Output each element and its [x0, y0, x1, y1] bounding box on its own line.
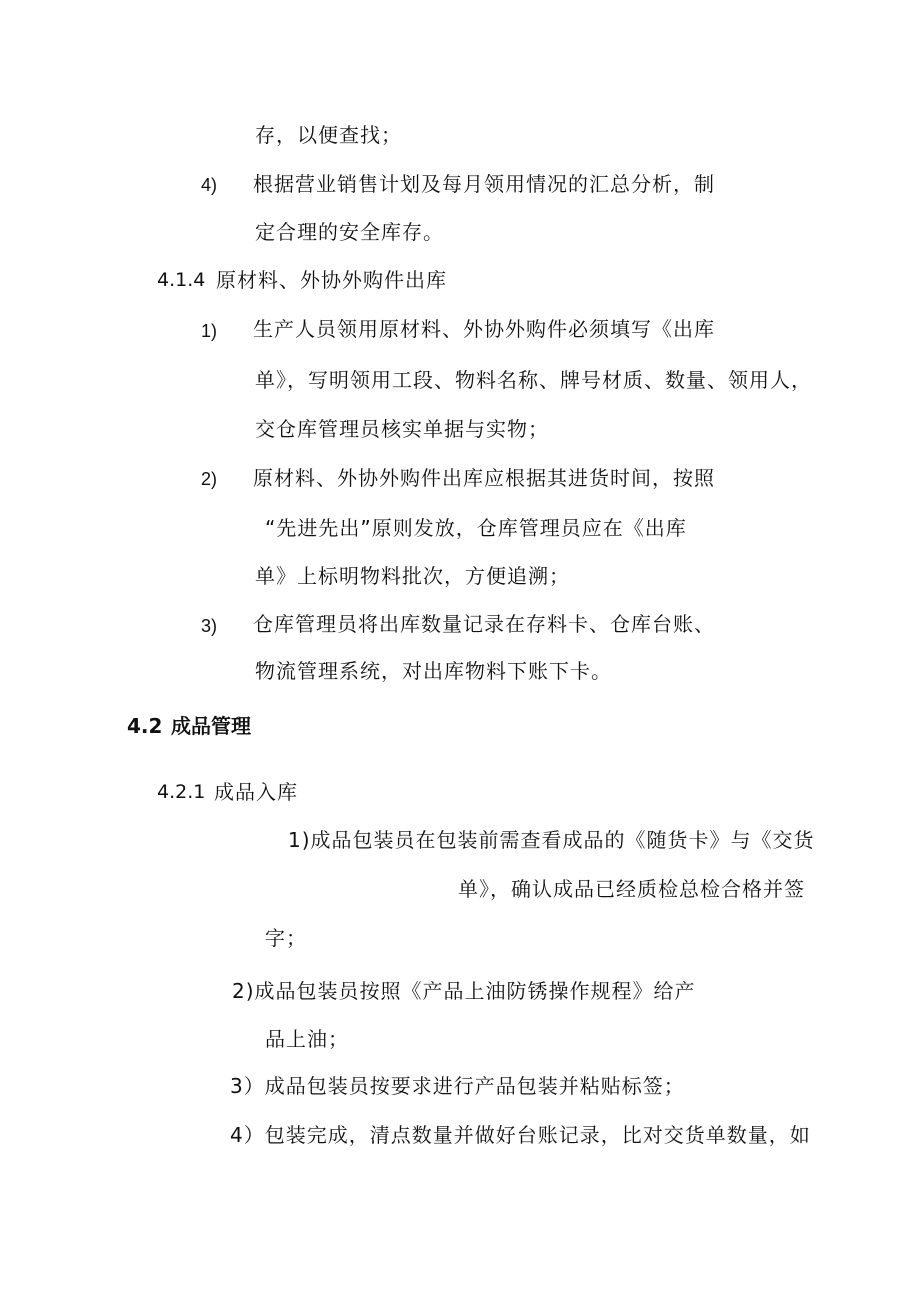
list-number: 3): [201, 616, 218, 636]
list-number: 2): [201, 469, 218, 489]
list-item-text: “先进先出”原则发放，仓库管理员应在《出库: [265, 516, 687, 540]
list-number: 1): [201, 321, 218, 341]
list-item-text: 定合理的安全库存。: [255, 220, 444, 244]
list-item-text: 品上油；: [265, 1027, 349, 1051]
list-item-text: 单》，确认成品已经质检总检合格并签: [458, 877, 805, 901]
list-item-text: 仓库管理员将出库数量记录在存料卡、仓库台账、: [253, 612, 715, 636]
list-item-text: 4）包装完成，清点数量并做好台账记录，比对交货单数量，如: [230, 1123, 811, 1147]
subsection-number: 4.2.1: [157, 781, 206, 803]
section-title: 成品管理: [171, 714, 251, 738]
list-item-text: 单》上标明物料批次，方便追溯；: [255, 564, 570, 588]
list-item-text: 2)成品包装员按照《产品上油防锈操作规程》给产: [232, 979, 696, 1003]
list-number: 4): [201, 175, 218, 195]
list-item-text: 3）成品包装员按要求进行产品包装并粘贴标签；: [230, 1074, 685, 1098]
list-item-text: 交仓库管理员核实单据与实物；: [255, 417, 549, 441]
subsection-number: 4.1.4: [157, 269, 206, 291]
list-item-text: 单》，写明领用工段、物料名称、牌号材质、数量、领用人，: [255, 368, 812, 392]
section-number: 4.2: [127, 714, 163, 738]
list-item-text: 物流管理系统，对出库物料下账下卡。: [255, 659, 612, 683]
subsection-title: 成品入库: [214, 780, 298, 804]
list-item-text: 1)成品包装员在包装前需查看成品的《随货卡》与《交货: [288, 828, 815, 852]
list-item-text: 原材料、外协外购件出库应根据其进货时间，按照: [253, 466, 715, 490]
list-item-text: 字；: [265, 926, 307, 950]
list-item-text: 根据营业销售计划及每月领用情况的汇总分析，制: [253, 172, 715, 196]
continuation-text: 存，以便查找；: [255, 123, 402, 147]
list-item-text: 生产人员领用原材料、外协外购件必须填写《出库: [253, 317, 715, 341]
subsection-title: 原材料、外协外购件出库: [216, 268, 447, 292]
